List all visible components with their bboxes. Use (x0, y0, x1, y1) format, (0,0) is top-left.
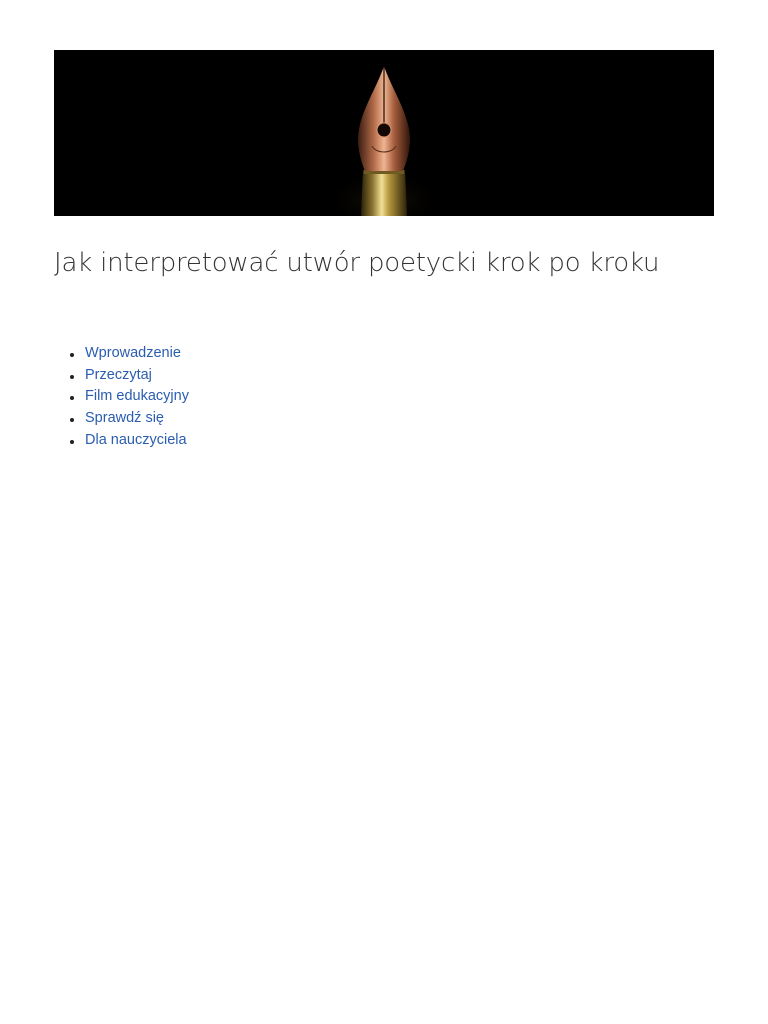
table-of-contents (54, 343, 189, 451)
toc-link-dla-nauczyciela[interactable]: Dla nauczyciela (85, 431, 187, 448)
list-item (85, 365, 189, 387)
list-item (85, 343, 189, 365)
toc-link-wprowadzenie[interactable]: Wprowadzenie (85, 345, 181, 361)
fountain-pen-nib-icon (54, 50, 714, 216)
page-title: Jak interpretować utwór poetycki krok po kroku (54, 248, 660, 278)
list-item (85, 408, 189, 430)
toc-link-przeczytaj[interactable]: Przeczytaj (85, 366, 152, 383)
list-item (85, 430, 189, 452)
toc-link-film-edukacyjny[interactable]: Film edukacyjny (85, 388, 189, 405)
hero-banner (54, 50, 714, 216)
list-item (85, 386, 189, 408)
toc-link-sprawdz-sie[interactable]: Sprawdź się (85, 410, 164, 427)
